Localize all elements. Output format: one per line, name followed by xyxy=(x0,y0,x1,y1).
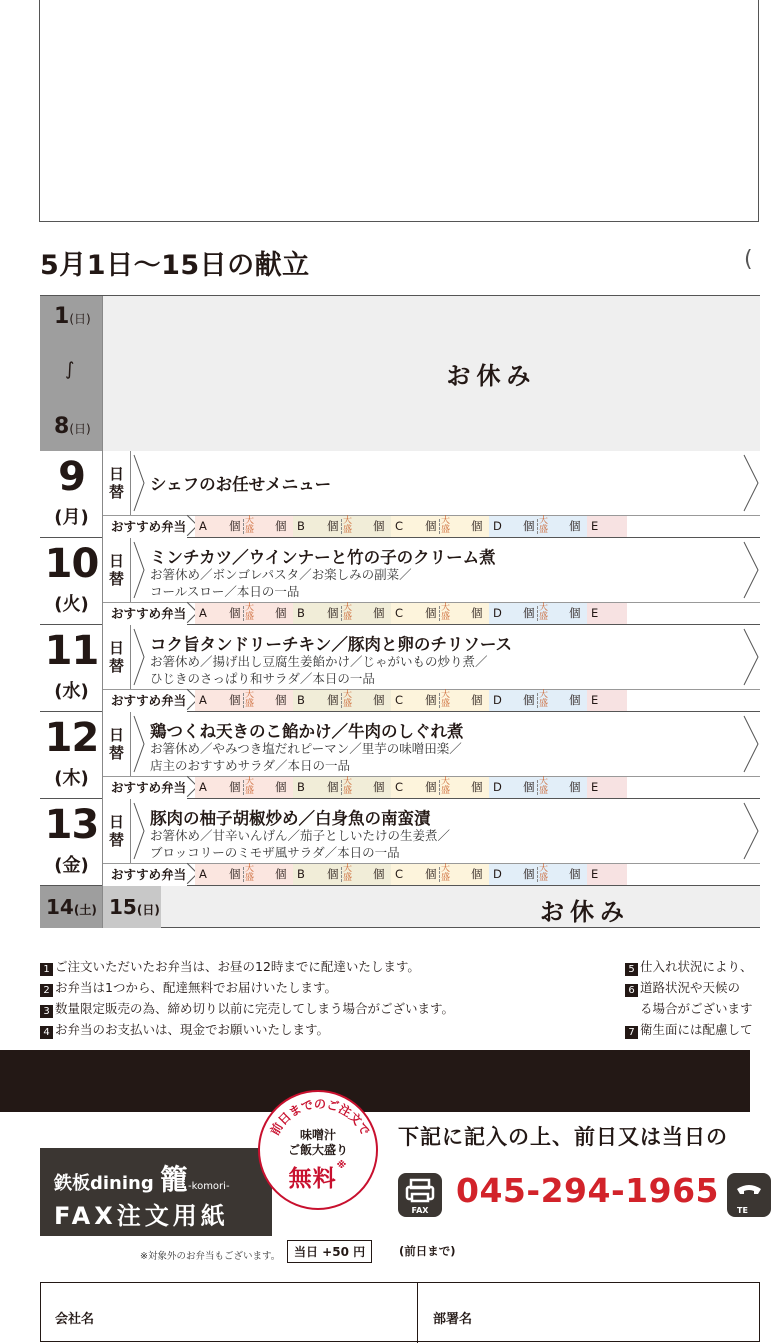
option-letter: E xyxy=(591,867,599,881)
qty-unit-large: 個 xyxy=(275,867,287,881)
option-cell-c[interactable] xyxy=(391,603,489,624)
qty-unit: 個 xyxy=(523,606,535,620)
option-cell-c[interactable] xyxy=(391,864,489,885)
option-letter: D xyxy=(493,693,502,707)
chevron-right-icon xyxy=(130,625,152,689)
option-cell-b[interactable] xyxy=(293,516,391,537)
note-item xyxy=(625,1020,753,1039)
option-letter: B xyxy=(297,519,305,533)
note-text: お弁当は1つから、配達無料でお届けいたします。 xyxy=(55,980,337,995)
dashed-separator xyxy=(243,519,244,534)
closed-label: お休み xyxy=(446,362,537,390)
brand-name: 鉄板dining 籠-komori- xyxy=(54,1163,230,1196)
large-mark-bottom: 盛 xyxy=(245,612,255,622)
large-mark-top: 大 xyxy=(245,603,255,613)
date-cell xyxy=(40,712,103,799)
qty-unit-large: 個 xyxy=(569,693,581,707)
option-letter: B xyxy=(297,606,305,620)
note-item xyxy=(640,999,753,1017)
large-mark-bottom: 盛 xyxy=(343,699,353,709)
phone-icon xyxy=(727,1173,771,1217)
qty-unit-large: 個 xyxy=(275,780,287,794)
top-blank-panel xyxy=(39,0,759,222)
dashed-separator xyxy=(243,606,244,621)
date-cell xyxy=(40,451,103,538)
weekday: (水) xyxy=(54,681,89,702)
date-14: 14(土) xyxy=(40,886,103,928)
qty-unit: 個 xyxy=(523,867,535,881)
dashed-separator xyxy=(341,693,342,708)
large-mark-top: 大 xyxy=(343,777,353,787)
order-strip xyxy=(103,689,760,711)
dashed-separator xyxy=(439,606,440,621)
qty-unit: 個 xyxy=(425,519,437,533)
option-letter: B xyxy=(297,693,305,707)
qty-unit: 個 xyxy=(327,780,339,794)
osusume-label: おすすめ弁当 xyxy=(103,864,187,886)
note-item xyxy=(40,999,454,1018)
daily-special-tag: 日 替 xyxy=(103,712,131,776)
osusume-label: おすすめ弁当 xyxy=(103,690,187,712)
dashed-separator xyxy=(537,693,538,708)
weekday: (月) xyxy=(54,507,89,528)
large-mark-top: 大 xyxy=(343,690,353,700)
note-item xyxy=(40,978,337,997)
seal-line-1: 味噌汁 xyxy=(299,1128,336,1142)
option-cell-d[interactable] xyxy=(489,864,587,885)
dashed-separator xyxy=(341,867,342,882)
qty-unit: 個 xyxy=(229,606,241,620)
date-number: 9 xyxy=(58,454,85,500)
option-cell-d[interactable] xyxy=(489,603,587,624)
dashed-separator xyxy=(537,780,538,795)
note-item xyxy=(40,1020,329,1039)
option-cell-c[interactable] xyxy=(391,516,489,537)
option-cell-e[interactable] xyxy=(587,516,627,537)
option-letter: A xyxy=(199,867,207,881)
day-row xyxy=(40,451,760,538)
option-cell-b[interactable] xyxy=(293,603,391,624)
option-cell-e[interactable] xyxy=(587,777,627,798)
weekday: (木) xyxy=(54,768,89,789)
daily-special-tag: 日 替 xyxy=(103,451,131,515)
closed-range-mark: ∫ xyxy=(65,359,75,380)
chevron-right-icon xyxy=(130,712,152,776)
qty-unit-large: 個 xyxy=(569,519,581,533)
chevron-right-icon xyxy=(130,538,152,602)
side-dish-line-2: コールスロー／本日の一品 xyxy=(150,584,300,599)
qty-unit: 個 xyxy=(229,693,241,707)
seal-free-label: 無料※ xyxy=(288,1160,348,1192)
day-row xyxy=(40,538,760,625)
option-letter: C xyxy=(395,780,404,794)
large-mark-top: 大 xyxy=(245,516,255,526)
osusume-label: おすすめ弁当 xyxy=(103,777,187,799)
osusume-label: おすすめ弁当 xyxy=(103,516,187,538)
option-letter: C xyxy=(395,867,404,881)
large-mark-top: 大 xyxy=(343,603,353,613)
qty-unit: 個 xyxy=(229,519,241,533)
large-mark-bottom: 盛 xyxy=(539,525,549,535)
large-mark-top: 大 xyxy=(441,516,451,526)
option-letter: D xyxy=(493,780,502,794)
option-cell-d[interactable] xyxy=(489,516,587,537)
order-strip xyxy=(103,602,760,624)
menu-table xyxy=(40,295,760,926)
title-paren: ( xyxy=(744,247,753,272)
date-cell xyxy=(40,538,103,625)
large-mark-bottom: 盛 xyxy=(245,525,255,535)
date-number: 11 xyxy=(44,628,99,674)
qty-unit: 個 xyxy=(327,606,339,620)
chevron-right-icon xyxy=(742,712,760,776)
date-15: 15(日) xyxy=(103,886,161,928)
date-number: 12 xyxy=(44,715,99,761)
option-letter: A xyxy=(199,693,207,707)
large-mark-bottom: 盛 xyxy=(539,699,549,709)
side-dish-line-1: お箸休め／甘辛いんげん／茄子としいたけの生姜煮／ xyxy=(150,828,451,843)
fax-printer-icon xyxy=(398,1173,442,1217)
date-cell xyxy=(40,625,103,712)
option-cell-d[interactable] xyxy=(489,690,587,711)
free-upsize-seal xyxy=(258,1090,378,1210)
option-cell-c[interactable] xyxy=(391,777,489,798)
chevron-right-icon xyxy=(130,799,152,863)
note-number: 4 xyxy=(40,1026,53,1039)
note-text: る場合がございます xyxy=(640,1001,753,1016)
large-mark-bottom: 盛 xyxy=(343,873,353,883)
qty-unit-large: 個 xyxy=(373,867,385,881)
large-mark-bottom: 盛 xyxy=(441,612,451,622)
dashed-separator xyxy=(439,780,440,795)
closed-main-area xyxy=(103,296,760,451)
fax-form-title: FAX注文用紙 xyxy=(54,1202,229,1230)
fax-instruction: 下記に記入の上、前日又は当日の xyxy=(398,1125,728,1149)
large-mark-bottom: 盛 xyxy=(539,786,549,796)
chevron-right-icon xyxy=(742,538,760,602)
qty-unit-large: 個 xyxy=(373,693,385,707)
option-cell-a[interactable] xyxy=(195,603,293,624)
dashed-separator xyxy=(537,519,538,534)
department-label: 部署名 xyxy=(433,1312,473,1327)
option-cell-a[interactable] xyxy=(195,516,293,537)
closed-date-column xyxy=(40,296,103,451)
qty-unit: 個 xyxy=(523,519,535,533)
side-dish-line-2: ひじきのさっぱり和サラダ／本日の一品 xyxy=(150,671,375,686)
large-mark-top: 大 xyxy=(539,603,549,613)
option-cell-e[interactable] xyxy=(587,864,627,885)
note-text: 衛生面には配慮して xyxy=(640,1022,753,1037)
note-number: 2 xyxy=(40,984,53,997)
main-dish: シェフのお任せメニュー xyxy=(150,475,332,494)
form-divider xyxy=(417,1283,418,1343)
qty-unit: 個 xyxy=(327,519,339,533)
note-text: お弁当のお支払いは、現金でお願いいたします。 xyxy=(55,1022,330,1037)
large-mark-bottom: 盛 xyxy=(441,873,451,883)
tel-icon-label: TE xyxy=(737,1206,748,1215)
chevron-right-icon xyxy=(742,451,760,515)
exclusion-note: ※対象外のお弁当もございます。 xyxy=(140,1251,281,1262)
option-letter: D xyxy=(493,519,502,533)
main-dish: 鶏つくね天きのこ餡かけ／牛肉のしぐれ煮 xyxy=(150,722,464,741)
qty-unit-large: 個 xyxy=(471,519,483,533)
option-letter: C xyxy=(395,693,404,707)
option-letter: A xyxy=(199,519,207,533)
dashed-separator xyxy=(341,519,342,534)
large-mark-bottom: 盛 xyxy=(441,786,451,796)
closed-start-date: 1(日) xyxy=(54,304,91,329)
main-dish: ミンチカツ／ウインナーと竹の子のクリーム煮 xyxy=(150,548,496,567)
side-dish-line-1: お箸休め／ボンゴレパスタ／お楽しみの副菜／ xyxy=(150,567,412,582)
qty-unit-large: 個 xyxy=(275,606,287,620)
note-number: 1 xyxy=(40,963,53,976)
fax-icon-label: FAX xyxy=(411,1206,429,1215)
large-mark-bottom: 盛 xyxy=(539,612,549,622)
large-mark-bottom: 盛 xyxy=(441,525,451,535)
date-cell xyxy=(40,799,103,886)
note-item xyxy=(625,957,753,976)
day-row xyxy=(40,712,760,799)
order-strip xyxy=(103,863,760,885)
large-mark-bottom: 盛 xyxy=(343,786,353,796)
option-letter: E xyxy=(591,780,599,794)
note-number: 6 xyxy=(625,984,638,997)
order-strip xyxy=(103,515,760,537)
dashed-separator xyxy=(243,693,244,708)
qty-unit-large: 個 xyxy=(275,519,287,533)
order-strip xyxy=(103,776,760,798)
qty-unit: 個 xyxy=(523,693,535,707)
chevron-right-icon xyxy=(742,799,760,863)
weekday: (火) xyxy=(54,594,89,615)
qty-unit-large: 個 xyxy=(471,693,483,707)
qty-unit-large: 個 xyxy=(471,780,483,794)
note-text: 数量限定販売の為、締め切り以前に完売してしまう場合がございます。 xyxy=(55,1001,455,1016)
chevron-right-icon xyxy=(742,625,760,689)
qty-unit-large: 個 xyxy=(471,867,483,881)
qty-unit: 個 xyxy=(425,867,437,881)
qty-unit: 個 xyxy=(327,693,339,707)
large-mark-top: 大 xyxy=(441,690,451,700)
note-item xyxy=(625,978,740,997)
dashed-separator xyxy=(243,780,244,795)
large-mark-bottom: 盛 xyxy=(441,699,451,709)
qty-unit-large: 個 xyxy=(373,780,385,794)
qty-unit-large: 個 xyxy=(373,519,385,533)
qty-unit: 個 xyxy=(327,867,339,881)
option-cell-c[interactable] xyxy=(391,690,489,711)
qty-unit: 個 xyxy=(229,867,241,881)
large-mark-top: 大 xyxy=(245,690,255,700)
option-cell-e[interactable] xyxy=(587,690,627,711)
option-letter: A xyxy=(199,606,207,620)
large-mark-top: 大 xyxy=(441,864,451,874)
weekday: (金) xyxy=(54,855,89,876)
note-number: 5 xyxy=(625,963,638,976)
option-letter: D xyxy=(493,606,502,620)
day-row xyxy=(40,799,760,886)
dashed-separator xyxy=(537,606,538,621)
option-letter: D xyxy=(493,867,502,881)
option-letter: C xyxy=(395,519,404,533)
chevron-right-icon xyxy=(130,451,152,515)
side-dish-line-1: お箸休め／やみつき塩だれピーマン／里芋の味噌田楽／ xyxy=(150,741,462,756)
note-text: 道路状況や天候の xyxy=(640,980,741,995)
large-mark-bottom: 盛 xyxy=(539,873,549,883)
large-mark-bottom: 盛 xyxy=(245,873,255,883)
weekend-row xyxy=(40,886,760,928)
qty-unit-large: 個 xyxy=(275,693,287,707)
note-item xyxy=(40,957,420,976)
large-mark-bottom: 盛 xyxy=(245,786,255,796)
large-mark-bottom: 盛 xyxy=(343,525,353,535)
qty-unit-large: 個 xyxy=(569,780,581,794)
weekend-closed-label: お休み xyxy=(540,898,630,926)
day-row xyxy=(40,625,760,712)
option-letter: B xyxy=(297,867,305,881)
large-mark-top: 大 xyxy=(539,864,549,874)
qty-unit: 個 xyxy=(425,780,437,794)
large-mark-top: 大 xyxy=(343,516,353,526)
dashed-separator xyxy=(341,606,342,621)
qty-unit-large: 個 xyxy=(471,606,483,620)
daily-special-tag: 日 替 xyxy=(103,799,131,863)
option-letter: E xyxy=(591,693,599,707)
qty-unit: 個 xyxy=(425,693,437,707)
large-mark-top: 大 xyxy=(539,690,549,700)
dashed-separator xyxy=(439,867,440,882)
option-letter: E xyxy=(591,519,599,533)
option-letter: A xyxy=(199,780,207,794)
dashed-separator xyxy=(243,867,244,882)
osusume-label: おすすめ弁当 xyxy=(103,603,187,625)
main-dish: コク旨タンドリーチキン／豚肉と卵のチリソース xyxy=(150,635,513,654)
daily-special-tag: 日 替 xyxy=(103,538,131,602)
dashed-separator xyxy=(439,519,440,534)
qty-unit-large: 個 xyxy=(373,606,385,620)
large-mark-top: 大 xyxy=(441,603,451,613)
large-mark-top: 大 xyxy=(539,777,549,787)
large-mark-top: 大 xyxy=(539,516,549,526)
large-mark-top: 大 xyxy=(441,777,451,787)
seal-line-2: ご飯大盛り xyxy=(287,1143,348,1157)
large-mark-top: 大 xyxy=(245,777,255,787)
option-cell-b[interactable] xyxy=(293,690,391,711)
option-cell-d[interactable] xyxy=(489,777,587,798)
dashed-separator xyxy=(537,867,538,882)
fax-form-badge xyxy=(40,1148,272,1236)
side-dish-line-2: 店主のおすすめサラダ／本日の一品 xyxy=(150,758,351,773)
large-mark-top: 大 xyxy=(245,864,255,874)
note-text: 仕入れ状況により、 xyxy=(640,959,753,974)
svg-text:前日までのご注文で: 前日までのご注文で xyxy=(267,1097,373,1138)
large-mark-bottom: 盛 xyxy=(245,699,255,709)
option-letter: C xyxy=(395,606,404,620)
side-dish-line-2: ブロッコリーのミモザ風サラダ／本日の一品 xyxy=(150,845,400,860)
dashed-separator xyxy=(439,693,440,708)
option-cell-e[interactable] xyxy=(587,603,627,624)
note-number: 3 xyxy=(40,1005,53,1018)
qty-unit-large: 個 xyxy=(569,867,581,881)
main-dish: 豚肉の柚子胡椒炒め／白身魚の南蛮漬 xyxy=(150,809,431,828)
menu-title: 5月1日～15日の献立 xyxy=(40,250,310,281)
qty-unit: 個 xyxy=(523,780,535,794)
closed-period-block xyxy=(40,296,760,451)
large-mark-bottom: 盛 xyxy=(343,612,353,622)
qty-unit: 個 xyxy=(229,780,241,794)
note-text: ご注文いただいたお弁当は、お昼の12時までに配達いたします。 xyxy=(55,959,420,974)
company-name-label: 会社名 xyxy=(55,1312,95,1327)
date-number: 13 xyxy=(44,802,99,848)
order-form-table xyxy=(40,1282,760,1342)
option-cell-a[interactable] xyxy=(195,690,293,711)
large-mark-top: 大 xyxy=(343,864,353,874)
same-day-surcharge: 当日 +50 円 xyxy=(287,1240,372,1263)
qty-unit: 個 xyxy=(425,606,437,620)
option-letter: B xyxy=(297,780,305,794)
option-letter: E xyxy=(591,606,599,620)
option-cell-a[interactable] xyxy=(195,777,293,798)
daily-special-tag: 日 替 xyxy=(103,625,131,689)
closed-end-date: 8(日) xyxy=(54,414,91,439)
fax-number[interactable]: 045-294-1965 xyxy=(456,1171,720,1210)
fax-deadline: (前日まで) xyxy=(399,1244,456,1258)
note-number: 7 xyxy=(625,1026,638,1039)
option-cell-b[interactable] xyxy=(293,777,391,798)
dashed-separator xyxy=(341,780,342,795)
date-number: 10 xyxy=(44,541,99,587)
option-cell-b[interactable] xyxy=(293,864,391,885)
side-dish-line-1: お箸休め／揚げ出し豆腐生姜餡かけ／じゃがいもの炒り煮／ xyxy=(150,654,488,669)
option-cell-a[interactable] xyxy=(195,864,293,885)
qty-unit-large: 個 xyxy=(569,606,581,620)
